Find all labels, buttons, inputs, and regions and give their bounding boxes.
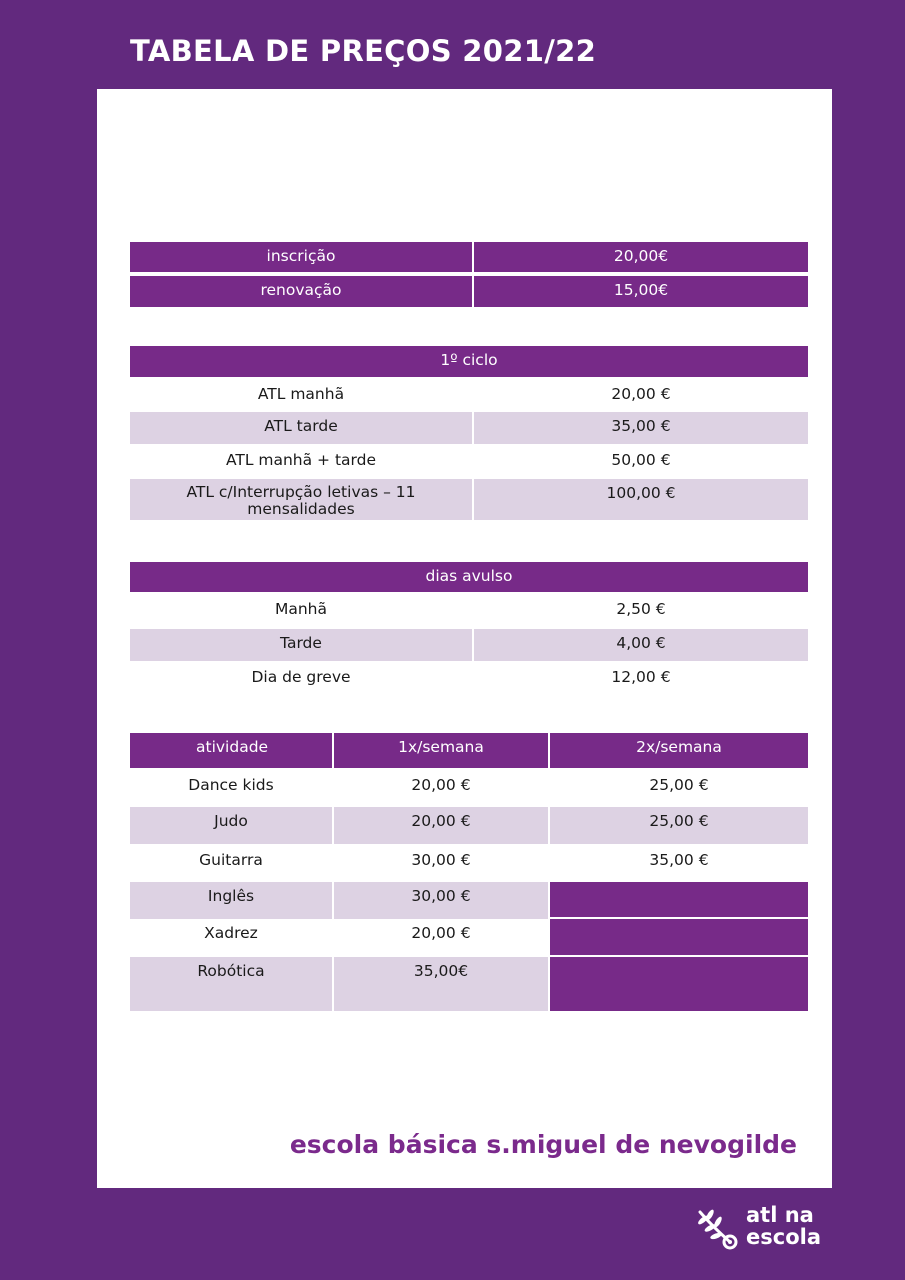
table-header-row: [130, 733, 808, 768]
table-row: [130, 242, 808, 272]
ciclo-price: 20,00 €: [474, 380, 808, 412]
school-name: escola básica s.miguel de nevogilde: [289, 1130, 797, 1159]
activity-twice: 35,00 €: [550, 846, 808, 882]
activity-name: Robótica: [130, 957, 334, 1011]
activities-table: [130, 733, 808, 1011]
avulso-label: Tarde: [130, 629, 474, 661]
fees-table: [130, 242, 808, 307]
laurel-icon: [694, 1206, 742, 1252]
column-header: atividade: [130, 733, 334, 768]
ciclo-price: 35,00 €: [474, 412, 808, 444]
table-row: [130, 412, 808, 444]
avulso-table: [130, 562, 808, 693]
avulso-price: 4,00 €: [474, 629, 808, 661]
fee-label: renovação: [130, 276, 474, 307]
avulso-label: Dia de greve: [130, 663, 474, 693]
avulso-header: dias avulso: [130, 562, 808, 592]
activity-once: 20,00 €: [334, 807, 550, 844]
activity-twice: [550, 882, 808, 919]
activity-name: Xadrez: [130, 919, 334, 957]
table-row: [130, 919, 808, 957]
table-row: [130, 592, 808, 629]
fee-label: inscrição: [130, 242, 474, 272]
avulso-price: 2,50 €: [474, 595, 808, 629]
activity-name: Inglês: [130, 882, 334, 919]
ciclo-table: [130, 346, 808, 520]
ciclo-label: ATL tarde: [130, 412, 474, 444]
activity-name: Guitarra: [130, 846, 334, 882]
activity-twice: [550, 919, 808, 957]
activity-name: Dance kids: [130, 771, 334, 807]
activity-once: 20,00 €: [334, 771, 550, 807]
table-row: [130, 629, 808, 661]
activity-twice: 25,00 €: [550, 807, 808, 844]
fee-price: 20,00€: [474, 242, 808, 272]
ciclo-label: ATL manhã: [130, 380, 474, 412]
ciclo-label: ATL manhã + tarde: [130, 446, 474, 479]
ciclo-header: 1º ciclo: [130, 346, 808, 377]
table-row: [130, 276, 808, 307]
table-row: [130, 444, 808, 479]
logo-line-2: escola: [746, 1225, 821, 1249]
activity-twice: [550, 957, 808, 1011]
activity-once: 30,00 €: [334, 882, 550, 919]
atl-logo: [694, 1204, 834, 1254]
avulso-price: 12,00 €: [474, 663, 808, 693]
ciclo-price: 100,00 €: [474, 479, 808, 520]
logo-line-1: atl na: [746, 1203, 814, 1227]
avulso-label: Manhã: [130, 595, 474, 629]
table-row: [130, 807, 808, 844]
table-row: [130, 768, 808, 807]
fee-price: 15,00€: [474, 276, 808, 307]
activity-once: 30,00 €: [334, 846, 550, 882]
column-header: 1x/semana: [334, 733, 550, 768]
ciclo-label: ATL c/Interrupção letivas – 11 mensalidades: [130, 479, 474, 520]
activity-once: 20,00 €: [334, 919, 550, 957]
activity-once: 35,00€: [334, 957, 550, 1011]
table-row: [130, 661, 808, 693]
activity-name: Judo: [130, 807, 334, 844]
table-row: [130, 957, 808, 1011]
activity-twice: 25,00 €: [550, 771, 808, 807]
page-title: TABELA DE PREÇOS 2021/22: [130, 34, 597, 68]
column-header: 2x/semana: [550, 733, 808, 768]
ciclo-price: 50,00 €: [474, 446, 808, 479]
table-row: [130, 844, 808, 882]
table-row: [130, 479, 808, 520]
table-row: [130, 377, 808, 412]
table-row: [130, 882, 808, 919]
